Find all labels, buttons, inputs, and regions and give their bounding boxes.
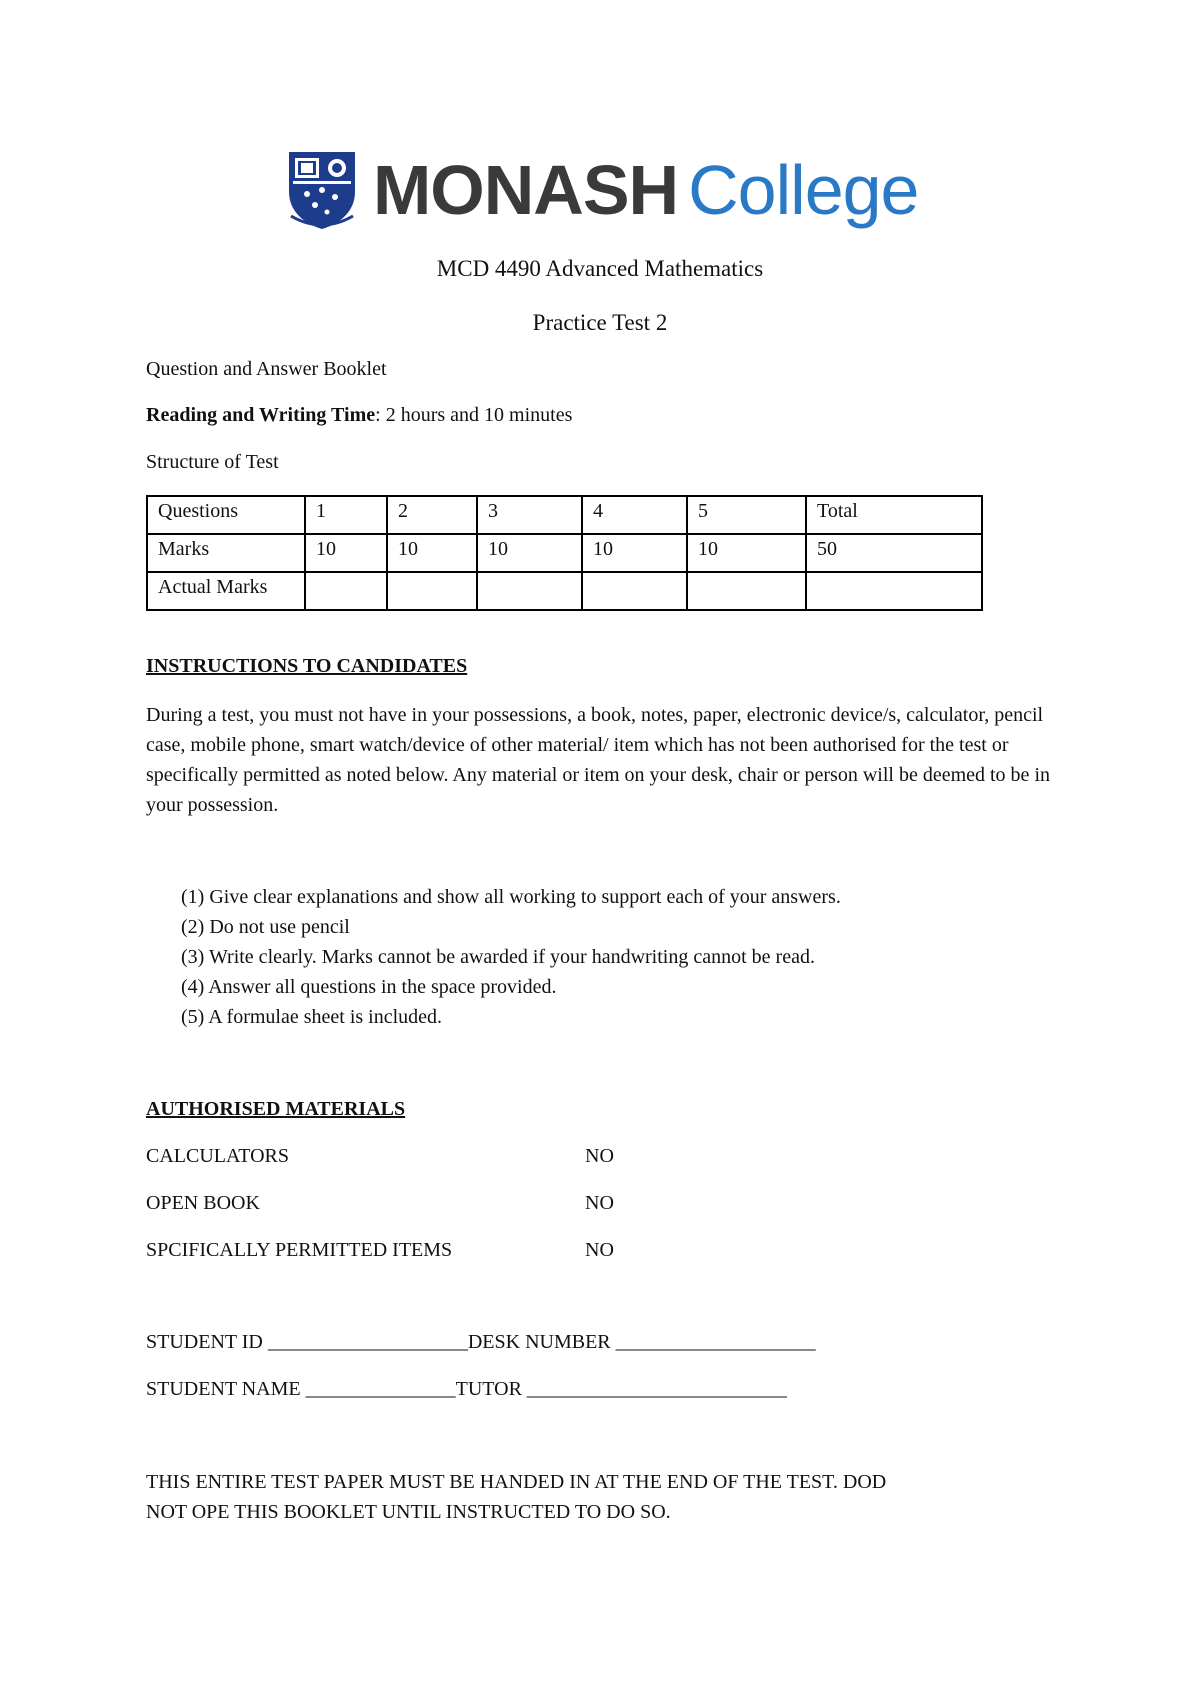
list-item: (2) Do not use pencil xyxy=(181,916,350,938)
list-item: (1) Give clear explanations and show all working to support each of your answers. xyxy=(181,886,841,908)
table-cell: Total xyxy=(806,496,982,534)
authorised-value-open-book: NO xyxy=(585,1192,614,1214)
monash-crest-icon xyxy=(285,150,359,230)
logo-wordmark xyxy=(373,151,919,229)
table-cell: 2 xyxy=(387,496,477,534)
table-cell-empty xyxy=(305,572,387,610)
table-cell: 5 xyxy=(687,496,806,534)
footer-notice-line1: THIS ENTIRE TEST PAPER MUST BE HANDED IN AT THE END OF THE TEST. DOD xyxy=(146,1471,887,1493)
table-cell-empty xyxy=(477,572,582,610)
list-item: (4) Answer all questions in the space provided. xyxy=(181,976,557,998)
table-row-questions xyxy=(147,496,982,534)
table-cell: 10 xyxy=(477,534,582,572)
structure-label: Structure of Test xyxy=(146,451,279,473)
table-cell: 10 xyxy=(305,534,387,572)
table-cell: Marks xyxy=(147,534,305,572)
table-cell-empty xyxy=(387,572,477,610)
table-row-marks xyxy=(147,534,982,572)
table-cell: Questions xyxy=(147,496,305,534)
test-title: Practice Test 2 xyxy=(532,310,668,335)
instructions-heading: INSTRUCTIONS TO CANDIDATES xyxy=(146,655,468,677)
list-item: (5) A formulae sheet is included. xyxy=(181,1006,443,1028)
table-cell: 4 xyxy=(582,496,687,534)
marks-table xyxy=(146,495,983,611)
list-item: (3) Write clearly. Marks cannot be awarded if your handwriting cannot be read. xyxy=(181,946,815,968)
table-cell: Actual Marks xyxy=(147,572,305,610)
table-row-actual-marks xyxy=(147,572,982,610)
table-cell: 10 xyxy=(387,534,477,572)
reading-time xyxy=(146,404,572,427)
table-cell-empty xyxy=(582,572,687,610)
table-cell: 10 xyxy=(582,534,687,572)
monash-college-logo xyxy=(285,150,919,230)
authorised-label-open-book: OPEN BOOK xyxy=(146,1192,260,1214)
authorised-label-calculators: CALCULATORS xyxy=(146,1145,289,1167)
student-id-field[interactable]: STUDENT ID ____________________DESK NUMBER ____________________ xyxy=(146,1331,816,1353)
table-cell: 50 xyxy=(806,534,982,572)
table-cell: 10 xyxy=(687,534,806,572)
reading-time-colon: : xyxy=(375,404,381,426)
reading-time-value: 2 hours and 10 minutes xyxy=(380,404,573,426)
table-cell: 3 xyxy=(477,496,582,534)
logo-word-college: College xyxy=(688,151,919,229)
authorised-value-calculators: NO xyxy=(585,1145,614,1167)
table-cell: 1 xyxy=(305,496,387,534)
authorised-heading: AUTHORISED MATERIALS xyxy=(146,1098,406,1120)
authorised-value-permitted-items: NO xyxy=(585,1239,614,1261)
footer-notice-line2: NOT OPE THIS BOOKLET UNTIL INSTRUCTED TO DO SO. xyxy=(146,1501,671,1523)
authorised-label-permitted-items: SPCIFICALLY PERMITTED ITEMS xyxy=(146,1239,453,1261)
instructions-list xyxy=(181,882,841,1032)
instructions-paragraph: During a test, you must not have in your possessions, a book, notes, paper, electronic device/s, calculator, pencil case, mobile phone, smart watch/device of other material/ item which has not been authorised for the test or specifically permitted as noted below. Any material or item on your desk, chair or person will be deemed to be in your possession. xyxy=(146,704,1050,816)
course-title: MCD 4490 Advanced Mathematics xyxy=(436,256,764,281)
logo-word-monash: MONASH xyxy=(373,151,679,229)
booklet-label: Question and Answer Booklet xyxy=(146,358,387,380)
reading-time-label: Reading and Writing Time xyxy=(146,404,376,426)
table-cell-empty xyxy=(687,572,806,610)
table-cell-empty xyxy=(806,572,982,610)
student-name-field[interactable]: STUDENT NAME _______________TUTOR __________________________ xyxy=(146,1378,787,1400)
